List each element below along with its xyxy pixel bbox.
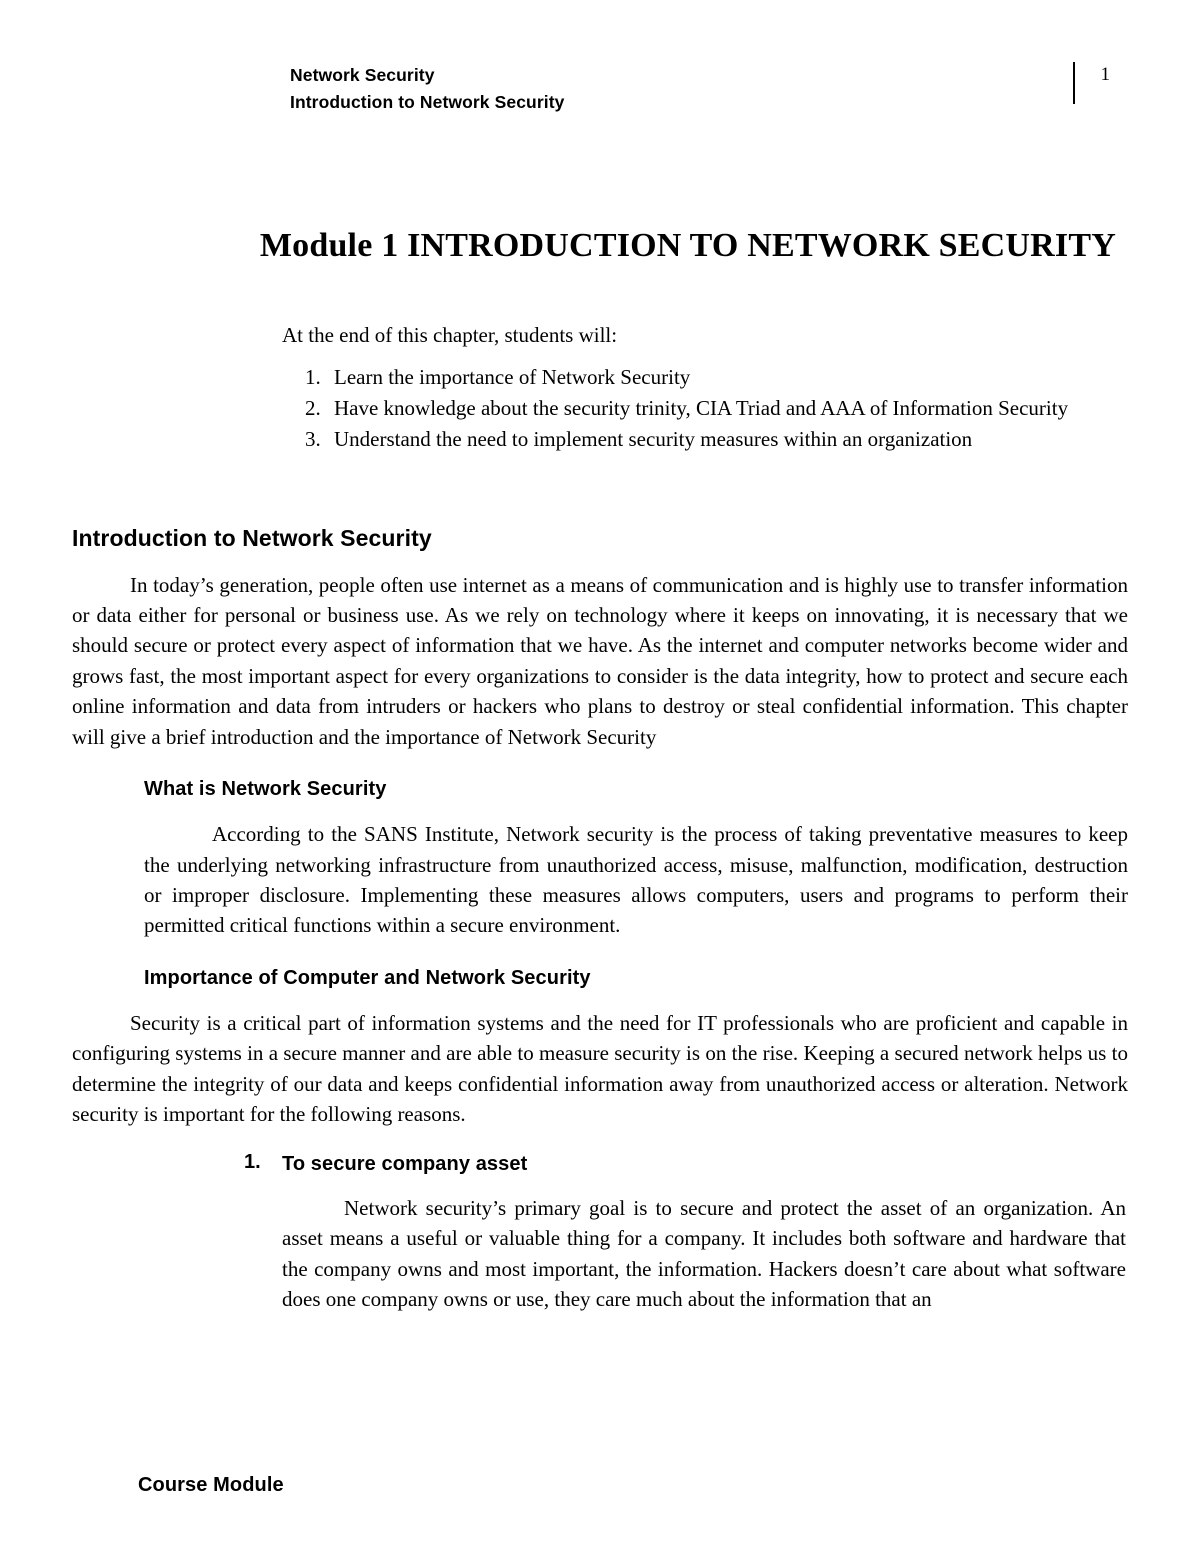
objectives-list [282,363,1128,454]
header-page-number-block [1073,62,1111,104]
paragraph-what-is-network-security: According to the SANS Institute, Network security is the process of taking preventative measures to keep the underlying networking infrastructure from unauthorized access, misuse, malfunction, modification, destruction or improper disclosure. Implementing these measures allows computers, users and programs to perform their permitted critical functions within a secure environment. [144,822,1128,938]
header-line-chapter: Introduction to Network Security [290,92,565,113]
header-line-course: Network Security [290,65,435,85]
header-divider [1073,62,1075,104]
section-heading-introduction: Introduction to Network Security [72,524,432,551]
list-item: 1. Learn the importance of Network Security [326,363,1128,393]
page-footer: Course Module [138,1474,284,1496]
paragraph-importance: Security is a critical part of information systems and the need for IT professionals who are proficient and capable in configuring systems in a secure manner and are able to measure security is on the rise. Keeping a secured network helps us to determine the integrity of our data and keeps confidential information away from unauthorized access or alteration. Network security is important for the following reasons. [72,1010,1128,1127]
reason-title: To secure company asset [282,1152,528,1175]
page-title: Module 1 INTRODUCTION TO NETWORK SECURITY [259,227,1116,265]
objectives-intro: At the end of this chapter, students will: [282,322,618,347]
reasons-list [72,1148,1128,1315]
list-item: 3. Understand the need to implement security measures within an organization [326,425,1128,455]
subheading-what-is-network-security: What is Network Security [144,778,387,801]
subheading-importance: Importance of Computer and Network Security [144,966,591,989]
header-title-block [290,62,564,116]
list-item: 2. Have knowledge about the security trinity, CIA Triad and AAA of Information Security [326,394,1128,424]
reason-body: Network security’s primary goal is to secure and protect the asset of an organization. An asset means a useful or valuable thing for a company. It includes both software and hardware that the company owns and most important, the information. Hackers doesn’t care about what software does one company owns or use, they care much about the information that an [282,1195,1126,1311]
objectives-block [282,322,1128,455]
paragraph-introduction: In today’s generation, people often use internet as a means of communication and is highly use to transfer information or data either for personal or business use. As we rely on technology where it keeps on innovating, it is necessary that we should secure or protect every aspect of information that we have. As the internet and computer networks become wider and grows fast, the most important aspect for every organizations to consider is the data integrity, how to protect and secure each online information and data from intruders or hackers who plans to destroy or steal confidential information. This chapter will give a brief introduction and the importance of Network Security [72,572,1128,749]
page-header [290,62,1110,116]
page-number: 1 [1100,64,1110,85]
list-item [72,1148,1128,1315]
